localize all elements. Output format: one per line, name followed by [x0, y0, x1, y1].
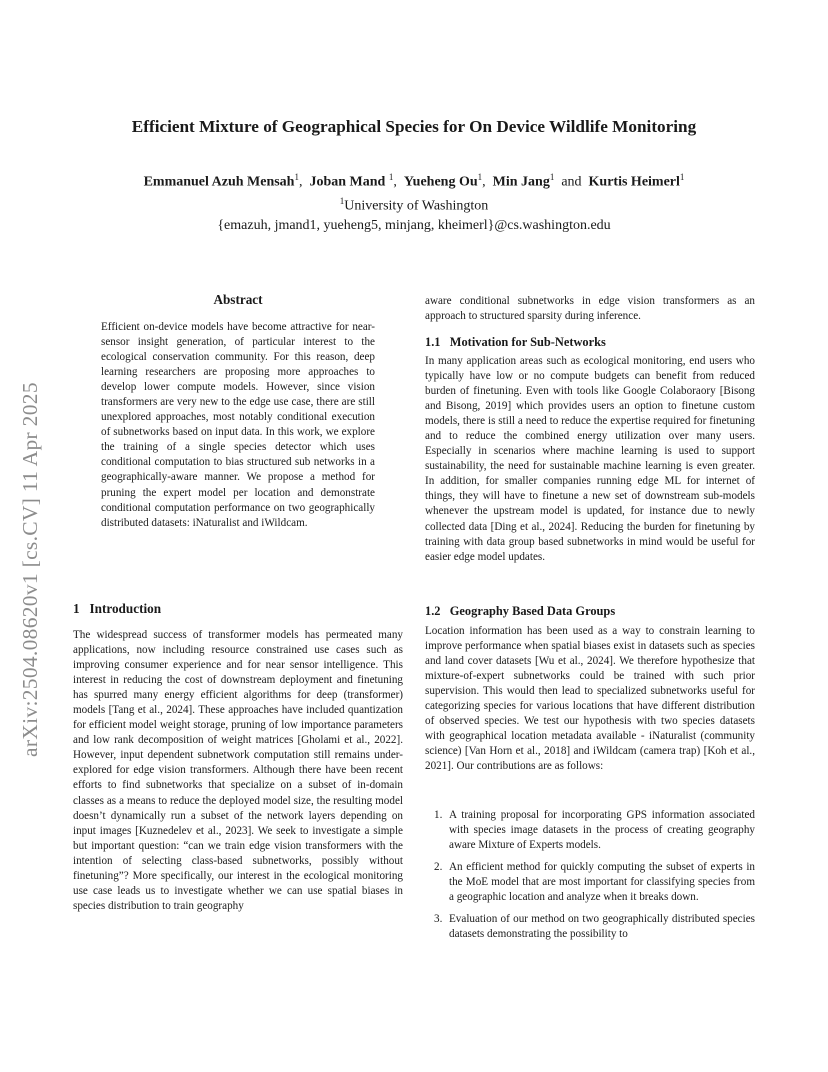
- author-list: Emmanuel Azuh Mensah$^1$, Joban Mand $^1$, Yueheng Ou$^1$, Min Jang$^1$ and Kurtis Heimerl$^1$: [143, 172, 685, 190]
- author-affil-mark: 1: [388, 172, 394, 182]
- arxiv-identifier[interactable]: arXiv:2504.08620v1 [cs.CV] 11 Apr 2025: [18, 382, 42, 757]
- list-item-text: A training proposal for incorporating GPS information associated with species image datasets in the process of creating geography aware Mixture of Experts models.: [449, 809, 755, 852]
- introduction-continued-text: aware conditional subnetworks in edge vision transformers as an approach to structured sparsity during inference.: [425, 295, 755, 323]
- introduction-body: [73, 628, 403, 914]
- subsection-heading-geography: [425, 604, 615, 619]
- section-number: 1: [73, 601, 80, 616]
- introduction-continued: [425, 294, 755, 324]
- list-item: [425, 808, 755, 853]
- author-name: Kurtis Heimerl: [588, 174, 680, 190]
- list-item: [425, 860, 755, 905]
- geography-text: Location information has been used as a way to constrain learning to improve performance when spatial biases exist in datasets such as species and land cover datasets [Wu et al., 2024]. We therefore hypothesize that mixture-of-expert subnetworks could be trained with such prior supervision. This would then lead to specialized subnetworks useful for categorizing species for various locations that have different distribution of observed species. We test our hypothesis with two species datasets with geographical location metadata available - iNaturalist (community science) [Van Horn et al., 2018] and iWildcam (camera trap) [Koh et al., 2021]. Our contributions are as follows:: [425, 625, 755, 773]
- list-item-text: An efficient method for quickly computing the subset of experts in the MoE model that are most important for classifying species from a geographic location and analyze when it breaks down.: [449, 861, 755, 904]
- author-affil-mark: 1: [679, 172, 685, 182]
- motivation-text: In many application areas such as ecological monitoring, end users who typically have low or no compute budgets can benefit from reduced burden of finetuning. Even with tools like Google Colaboraory [Bisong and Bisong, 2019] which provides users an option to finetune custom models, there is still a need to reduce the expertise required for finetuning and to reduce the combined energy utilization over many users. Especially in scenarios where machine learning is used to support sustainability, the need for sustainable machine learning is even greater. In addition, for smaller companies running edge ML for internet of things, they will have to finetune a new set of downstream sub-models whenever the upstream model is updated, for instance due to newly collected data [Ding et al., 2024]. Reducing the burden for finetuning by training with data group based subnetworks in mind would be useful for easier edge model updates.: [425, 355, 755, 563]
- abstract-heading: Abstract: [213, 292, 263, 307]
- motivation-body: [425, 354, 755, 565]
- author-name: Joban Mand: [309, 174, 386, 190]
- section-heading-introduction: [73, 601, 161, 617]
- abstract-body: [101, 320, 375, 531]
- author-emails: {emazuh, jmand1, yueheng5, minjang, kheimerl}@cs.washington.edu: [217, 218, 611, 233]
- author-name: Emmanuel Azuh Mensah: [143, 174, 295, 190]
- author-name: Min Jang: [492, 174, 550, 190]
- subsection-title: Geography Based Data Groups: [449, 604, 616, 618]
- affiliation-name: University of Washington: [344, 198, 489, 214]
- author-conjunction: and: [561, 174, 582, 190]
- list-item-number: 1.: [434, 809, 443, 821]
- list-item-number: 2.: [434, 861, 443, 874]
- section-title: Introduction: [89, 601, 162, 616]
- author-name: Yueheng Ou: [403, 174, 478, 190]
- subsection-heading-motivation: [425, 335, 606, 350]
- geography-body: [425, 624, 755, 774]
- subsection-title: Motivation for Sub-Networks: [449, 335, 606, 349]
- paper-title: Efficient Mixture of Geographical Species for On Device Wildlife Monitoring: [131, 117, 697, 136]
- list-item: [425, 912, 755, 942]
- list-item-text: Evaluation of our method on two geographically distributed species datasets demonstrating the possibility to: [449, 913, 755, 941]
- abstract-text: Efficient on-device models have become attractive for near-sensor insight generation, of particular interest to the ecological conservation community. For this reason, deep learning researchers are proposing more approaches to develop lower compute models. However, since vision transformers are very new to the edge use case, there are still unexplored approaches, most notably conditional execution of subnetworks based on input data. In this work, we explore the training of a single species detector which uses conditional computation to bias structured sub networks in a geographically-aware manner. We propose a method for pruning the expert model per location and demonstrate conditional computation performance on two geographically distributed datasets: iNaturalist and iWildcam.: [101, 321, 375, 529]
- contributions-list: [425, 808, 755, 949]
- author-affil-mark: 1: [549, 172, 555, 182]
- affiliation-mark: 1: [339, 196, 345, 206]
- author-affil-mark: 1: [477, 172, 483, 182]
- subsection-number: 1.1: [425, 335, 441, 349]
- affiliation: [0, 196, 828, 215]
- author-affil-mark: 1: [294, 172, 299, 182]
- list-item-number: 3.: [434, 913, 443, 926]
- subsection-number: 1.2: [425, 604, 441, 618]
- introduction-text: The widespread success of transformer models has permeated many applications, now including resource constrained use cases such as improving consumer experience and for near sensor intelligence. This interest in reducing the cost of downstream deployment and finetuning has spurred many energy efficient algorithms for deep (transformer) models [Tang et al., 2024]. These approaches have included quantization for efficient model weight storage, pruning of low importance parameters and low rank decomposition of weight matrices [Gholami et al., 2022]. However, input dependent subnetwork computation still remains under-explored for edge vision transformers. Although there have been recent efforts to find subnetworks that specialize on a subset of in-domain classes as a means to reduce the deployed model size, the resulting model doesn’t dynamically run a subset of the network layers depending on input images [Kuznedelev et al., 2023]. We seek to investigate a simple but important question: “can we train edge vision transformers with the intention of selecting class-based subnetworks, possibly without finetuning”? More specifically, our interest in the ecological monitoring use case leads us to investigate whether we can use spatial biases in species distribution to train geography: [73, 629, 403, 912]
